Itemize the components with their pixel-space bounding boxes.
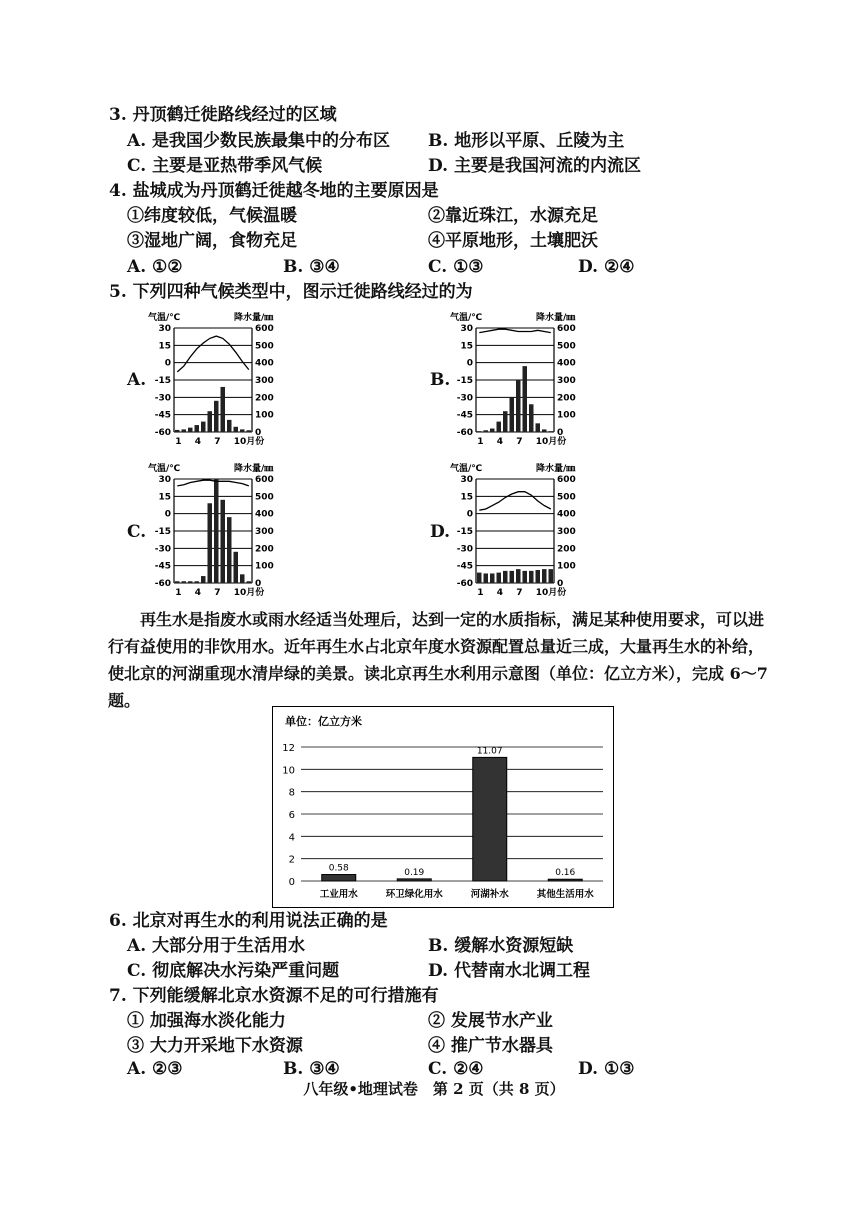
precipitation-bar xyxy=(247,430,252,432)
temp-tick-label: -60 xyxy=(456,579,473,589)
q4-statement-2: ②靠近珠江，水源充足 xyxy=(428,206,598,226)
y-tick-label: 2 xyxy=(288,854,295,866)
q7-stem: 7. 下列能缓解北京水资源不足的可行措施有 xyxy=(109,986,439,1006)
temp-tick-label: -30 xyxy=(154,393,171,404)
precipitation-bar xyxy=(510,397,515,432)
precipitation-bar xyxy=(195,581,200,583)
q7-statement-4: ④ 推广节水器具 xyxy=(428,1036,553,1056)
precipitation-bar xyxy=(484,573,489,583)
bar xyxy=(322,875,356,881)
month-tick-label: 4 xyxy=(496,588,504,598)
month-tick-label: 7 xyxy=(516,437,523,447)
precipitation-bar xyxy=(484,430,489,432)
temp-axis-title: 气温/℃ xyxy=(450,313,483,323)
precipitation-bar xyxy=(195,425,200,432)
precipitation-bar xyxy=(523,571,528,583)
precip-axis-title: 降水量/㎜ xyxy=(234,464,274,474)
data-label: 0.19 xyxy=(404,867,425,878)
precipitation-bar xyxy=(549,569,554,583)
precipitation-bar xyxy=(234,427,239,432)
precip-axis-title: 降水量/㎜ xyxy=(234,313,274,323)
month-tick-label: 7 xyxy=(214,437,221,447)
month-tick-label: 7 xyxy=(516,588,523,598)
q4-option-a[interactable]: A. ①② xyxy=(127,257,183,277)
temperature-line xyxy=(177,480,249,486)
precipitation-bar xyxy=(227,420,232,432)
precip-tick-label: 600 xyxy=(557,324,576,334)
precipitation-bar xyxy=(542,429,547,432)
precipitation-bar xyxy=(497,573,502,583)
temp-tick-label: 15 xyxy=(158,492,171,503)
page-footer: 八年级•地理试卷 第 2 页（共 8 页） xyxy=(303,1080,565,1098)
q7-option-d[interactable]: D. ①③ xyxy=(578,1059,635,1079)
q7-statement-1: ① 加强海水淡化能力 xyxy=(127,1011,286,1031)
chart-title: 单位：亿立方米 xyxy=(285,715,362,728)
precip-tick-label: 100 xyxy=(557,410,576,421)
month-tick-label: 4 xyxy=(194,588,202,598)
temp-axis-title: 气温/℃ xyxy=(148,313,181,323)
precip-tick-label: 100 xyxy=(255,410,274,421)
q5-option-c-label[interactable]: C. xyxy=(127,522,147,542)
temp-tick-label: -30 xyxy=(456,544,473,555)
precip-tick-label: 0 xyxy=(255,428,262,438)
temp-tick-label: -15 xyxy=(456,527,473,537)
precip-tick-label: 600 xyxy=(255,324,274,334)
q7-option-c[interactable]: C. ②④ xyxy=(428,1059,484,1079)
temp-tick-label: 15 xyxy=(460,341,473,352)
q6-option-c[interactable]: C. 彻底解决水污染严重问题 xyxy=(127,961,340,981)
temp-tick-label: -60 xyxy=(154,428,171,438)
y-tick-label: 4 xyxy=(288,832,295,844)
precipitation-bar xyxy=(214,401,219,432)
precip-axis-title: 降水量/㎜ xyxy=(536,464,576,474)
precipitation-bar xyxy=(227,517,232,583)
precipitation-bar xyxy=(182,581,187,583)
precipitation-bar xyxy=(214,479,219,583)
q7-option-a[interactable]: A. ②③ xyxy=(127,1059,183,1079)
temp-tick-label: 0 xyxy=(164,509,171,520)
temp-tick-label: 0 xyxy=(466,509,473,520)
precipitation-bar xyxy=(503,571,508,583)
x-tick-label: 其他生活用水 xyxy=(536,889,594,900)
precipitation-bar xyxy=(208,411,213,432)
q6-stem: 6. 北京对再生水的利用说法正确的是 xyxy=(109,911,388,931)
precip-tick-label: 600 xyxy=(255,475,274,485)
temp-tick-label: -60 xyxy=(456,428,473,438)
temp-tick-label: -45 xyxy=(456,410,473,421)
q5-option-d-label[interactable]: D. xyxy=(430,522,451,542)
precipitation-bar xyxy=(503,411,508,432)
precip-tick-label: 400 xyxy=(557,358,576,369)
temperature-line xyxy=(479,329,551,332)
month-tick-label: 10月份 xyxy=(535,437,567,447)
bar xyxy=(473,757,507,881)
temp-tick-label: -15 xyxy=(456,376,473,386)
precipitation-bar xyxy=(549,431,554,432)
precip-tick-label: 300 xyxy=(557,527,576,537)
temperature-line xyxy=(479,492,551,511)
precipitation-bar xyxy=(175,581,180,583)
temp-tick-label: -45 xyxy=(154,410,171,421)
precip-tick-label: 600 xyxy=(557,475,576,485)
temp-tick-label: 30 xyxy=(460,324,473,334)
q5-stem: 5. 下列四种气候类型中，图示迁徙路线经过的为 xyxy=(109,282,473,302)
bar xyxy=(548,879,582,881)
precipitation-bar xyxy=(240,574,245,583)
temp-tick-label: 15 xyxy=(158,341,171,352)
temp-tick-label: -45 xyxy=(456,561,473,572)
precipitation-bar xyxy=(529,404,534,432)
temp-tick-label: 15 xyxy=(460,492,473,503)
data-label: 0.16 xyxy=(555,868,576,879)
q4-statement-4: ④平原地形，土壤肥沃 xyxy=(428,231,598,251)
temp-tick-label: 30 xyxy=(460,475,473,485)
q7-statement-3: ③ 大力开采地下水资源 xyxy=(127,1036,303,1056)
x-tick-label: 环卫绿化用水 xyxy=(385,889,443,900)
precip-tick-label: 300 xyxy=(255,527,274,537)
q7-statement-2: ② 发展节水产业 xyxy=(428,1011,553,1031)
temp-tick-label: -15 xyxy=(154,527,171,537)
temp-axis-title: 气温/℃ xyxy=(148,464,181,474)
precipitation-bar xyxy=(477,431,482,432)
month-tick-label: 1 xyxy=(477,437,484,447)
bar xyxy=(397,879,431,881)
temp-tick-label: 30 xyxy=(158,324,171,334)
precipitation-bar xyxy=(490,573,495,583)
data-label: 0.58 xyxy=(328,863,349,874)
q7-option-b[interactable]: B. ③④ xyxy=(283,1059,340,1079)
precipitation-bar xyxy=(234,552,239,583)
y-tick-label: 12 xyxy=(282,743,295,754)
month-tick-label: 7 xyxy=(214,588,221,598)
temp-tick-label: 0 xyxy=(164,358,171,369)
climate-chart-a xyxy=(148,310,276,450)
month-tick-label: 10月份 xyxy=(233,437,265,447)
precip-tick-label: 200 xyxy=(255,544,274,555)
y-tick-label: 6 xyxy=(288,810,295,821)
month-tick-label: 1 xyxy=(175,437,182,447)
month-tick-label: 4 xyxy=(194,437,202,447)
q6-option-b[interactable]: B. 缓解水资源短缺 xyxy=(428,936,574,956)
precip-tick-label: 500 xyxy=(255,341,274,352)
precipitation-bar xyxy=(240,429,245,432)
precip-tick-label: 400 xyxy=(255,358,274,369)
precip-tick-label: 200 xyxy=(557,544,576,555)
month-tick-label: 1 xyxy=(175,588,182,598)
q4-stem: 4. 盐城成为丹顶鹤迁徙越冬地的主要原因是 xyxy=(109,181,439,201)
precipitation-bar xyxy=(208,503,213,583)
precip-tick-label: 0 xyxy=(255,579,262,589)
climate-chart-b xyxy=(450,310,582,450)
precipitation-bar xyxy=(175,430,180,432)
precipitation-bar xyxy=(188,428,193,432)
precip-tick-label: 300 xyxy=(255,376,274,386)
precip-axis-title: 降水量/㎜ xyxy=(536,313,576,323)
precipitation-bar xyxy=(182,429,187,432)
precipitation-bar xyxy=(221,387,226,432)
precip-tick-label: 200 xyxy=(255,393,274,404)
precip-tick-label: 500 xyxy=(557,341,576,352)
temp-tick-label: -30 xyxy=(456,393,473,404)
precipitation-bar xyxy=(529,571,534,583)
temp-tick-label: 0 xyxy=(466,358,473,369)
precip-tick-label: 300 xyxy=(557,376,576,386)
precip-tick-label: 100 xyxy=(557,561,576,572)
q4-option-c[interactable]: C. ①③ xyxy=(428,257,484,277)
temp-tick-label: 30 xyxy=(158,475,171,485)
month-tick-label: 1 xyxy=(477,588,484,598)
precipitation-bar xyxy=(247,581,252,583)
precip-tick-label: 200 xyxy=(557,393,576,404)
precipitation-bar xyxy=(523,366,528,432)
precipitation-bar xyxy=(201,422,206,432)
q3-option-c[interactable]: C. 主要是亚热带季风气候 xyxy=(127,156,323,176)
precip-tick-label: 0 xyxy=(557,428,564,438)
temp-tick-label: -45 xyxy=(154,561,171,572)
precip-tick-label: 500 xyxy=(255,492,274,503)
precipitation-bar xyxy=(516,380,521,432)
q5-option-b-label[interactable]: B. xyxy=(430,370,451,390)
q3-option-a[interactable]: A. 是我国少数民族最集中的分布区 xyxy=(127,131,391,151)
y-tick-label: 0 xyxy=(288,877,295,888)
month-tick-label: 10月份 xyxy=(233,588,265,598)
precip-tick-label: 500 xyxy=(557,492,576,503)
temperature-line xyxy=(177,336,249,372)
passage-text: 再生水是指废水或雨水经适当处理后，达到一定的水质指标，满足某种使用要求，可以进行有益使用的非饮用水。近年再生水占北京年度水资源配置总量近三成，大量再生水的补给，使北京的河湖重现水清岸绿的美景。读北京再生水利用示意图（单位：亿立方米），完成 6～7 题。 xyxy=(108,610,768,710)
precipitation-bar xyxy=(542,569,547,583)
q4-option-b[interactable]: B. ③④ xyxy=(283,257,340,277)
precipitation-bar xyxy=(477,573,482,583)
y-tick-label: 10 xyxy=(282,765,295,777)
q4-option-d[interactable]: D. ②④ xyxy=(578,257,635,277)
q4-statement-1: ①纬度较低，气候温暖 xyxy=(127,206,297,226)
q6-option-a[interactable]: A. 大部分用于生活用水 xyxy=(127,936,306,956)
temp-tick-label: -30 xyxy=(154,544,171,555)
reclaimed-water-chart-frame xyxy=(272,706,614,908)
precipitation-bar xyxy=(490,429,495,432)
precipitation-bar xyxy=(201,576,206,583)
q3-option-d[interactable]: D. 主要是我国河流的内流区 xyxy=(428,156,641,176)
data-label: 11.07 xyxy=(476,746,503,757)
temp-tick-label: -60 xyxy=(154,579,171,589)
y-tick-label: 8 xyxy=(288,787,295,799)
precipitation-bar xyxy=(510,571,515,583)
precipitation-bar xyxy=(497,422,502,432)
q4-statement-3: ③湿地广阔，食物充足 xyxy=(127,231,297,251)
q3-option-b[interactable]: B. 地形以平原、丘陵为主 xyxy=(428,131,625,151)
precipitation-bar xyxy=(536,570,541,583)
temp-tick-label: -15 xyxy=(154,376,171,386)
precip-tick-label: 0 xyxy=(557,579,564,589)
climate-chart-c xyxy=(148,461,276,601)
q3-stem: 3. 丹顶鹤迁徙路线经过的区域 xyxy=(109,105,337,125)
q5-option-a-label[interactable]: A. xyxy=(127,370,147,390)
precipitation-bar xyxy=(221,500,226,583)
x-tick-label: 河湖补水 xyxy=(470,889,509,900)
month-tick-label: 4 xyxy=(496,437,504,447)
precipitation-bar xyxy=(536,423,541,432)
month-tick-label: 10月份 xyxy=(535,588,567,598)
q6-option-d[interactable]: D. 代替南水北调工程 xyxy=(428,961,590,981)
reclaimed-water-bar-chart xyxy=(273,707,613,907)
precip-tick-label: 400 xyxy=(255,509,274,520)
precip-tick-label: 400 xyxy=(557,509,576,520)
precip-tick-label: 100 xyxy=(255,561,274,572)
x-tick-label: 工业用水 xyxy=(319,889,358,900)
precipitation-bar xyxy=(516,569,521,583)
climate-chart-d xyxy=(450,461,582,601)
temp-axis-title: 气温/℃ xyxy=(450,464,483,474)
precipitation-bar xyxy=(188,581,193,583)
